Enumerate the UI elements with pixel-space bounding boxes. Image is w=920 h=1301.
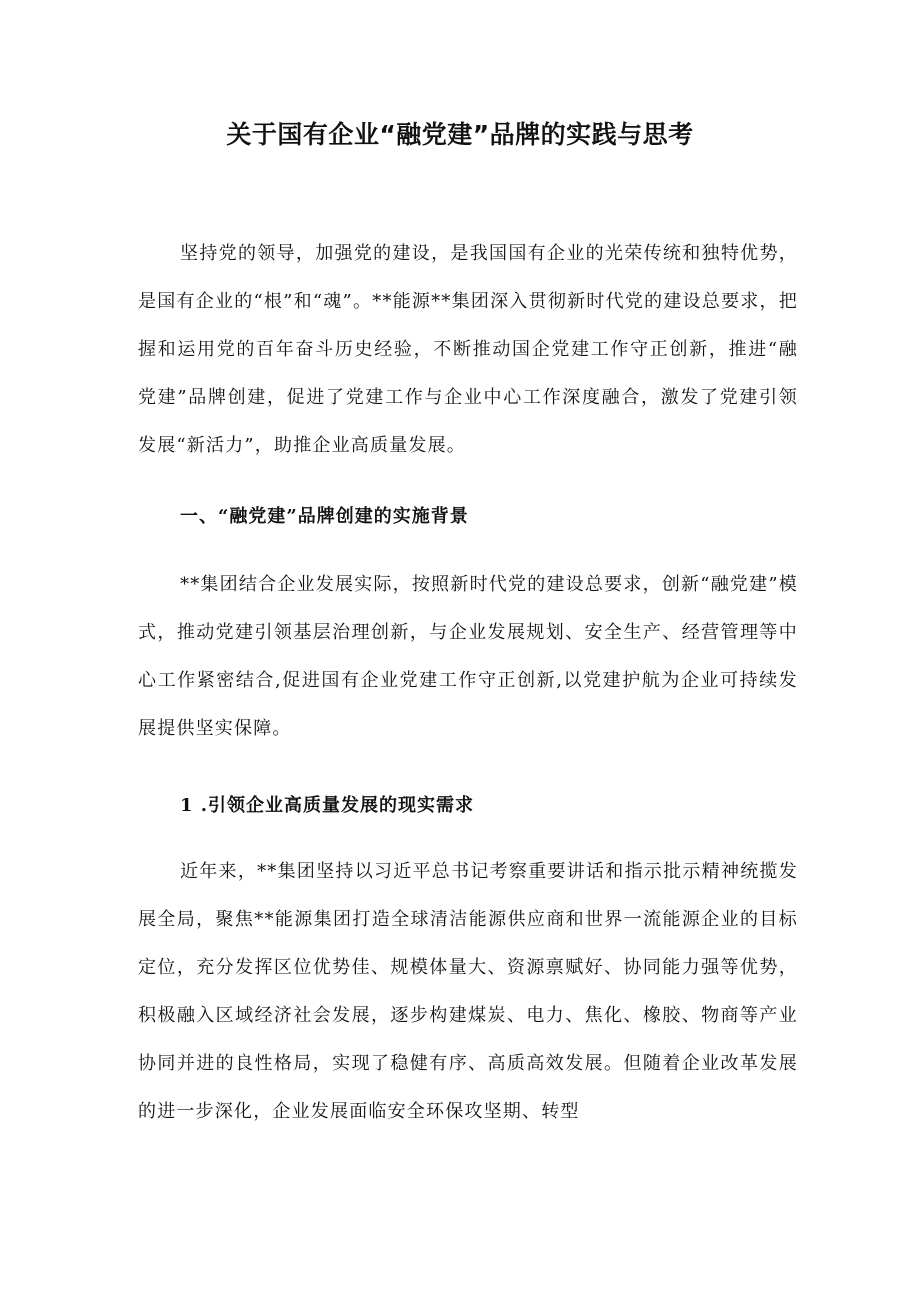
subsection-heading-demand: 1 .引领企业高质量发展的现实需求 [180,795,475,816]
intro-paragraph: 坚持党的领导，加强党的建设，是我国国有企业的光荣传统和独特优势，是国有企业的“根”和“魂”。**能源**集团深入贯彻新时代党的建设总要求，把握和运用党的百年奋斗历史经验，不断推动国企党建工作守正创新，推进“融党建”品牌创建，促进了党建工作与企业中心工作深度融合，激发了党建引领发展“新活力”，助推企业高质量发展。 [138,243,798,456]
background-paragraph: **集团结合企业发展实际，按照新时代党的建设总要求，创新“融党建”模式，推动党建引领基层治理创新，与企业发展规划、安全生产、经营管理等中心工作紧密结合,促进国有企业党建工作守正创新,以党建护航为企业可持续发展提供坚实保障。 [138,574,798,739]
document-title: 关于国有企业“融党建”品牌的实践与思考 [226,119,694,149]
demand-paragraph: 近年来，**集团坚持以习近平总书记考察重要讲话和指示批示精神统揽发展全局，聚焦**能源集团打造全球清洁能源供应商和世界一流能源企业的目标定位，充分发挥区位优势佳、规模体量大、资源禀赋好、协同能力强等优势，积极融入区域经济社会发展，逐步构建煤炭、电力、焦化、橡胶、物商等产业协同并进的良性格局，实现了稳健有序、高质高效发展。但随着企业改革发展的进一步深化，企业发展面临安全环保攻坚期、转型 [138,861,798,1122]
section-heading-background: 一、“融党建”品牌创建的实施背景 [180,506,469,527]
